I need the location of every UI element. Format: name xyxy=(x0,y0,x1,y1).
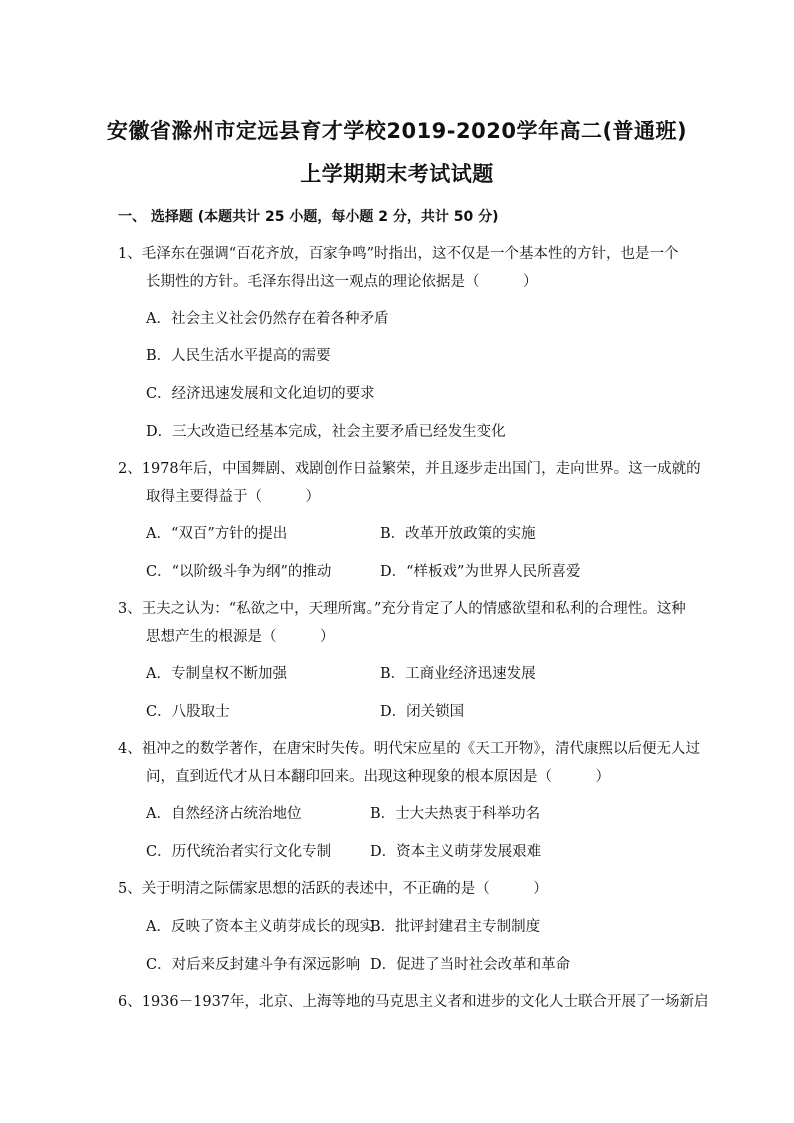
question-1-line2: 长期性的方针。毛泽东得出这一观点的理论依据是（ ） xyxy=(146,274,538,290)
question-2-line1: 2、1978年后，中国舞剧、戏剧创作日益繁荣，并且逐步走出国门，走向世界。这一成就的 xyxy=(118,461,701,477)
question-1-option-c: C．经济迅速发展和文化迫切的要求 xyxy=(146,386,375,402)
question-4-line1: 4、祖冲之的数学著作，在唐宋时失传。明代宋应星的《天工开物》，清代康熙以后便无人过 xyxy=(118,741,700,757)
document-title-line1: 安徽省滁州市定远县育才学校2019-2020学年高二(普通班) xyxy=(106,119,688,143)
question-5-option-a: A．反映了资本主义萌芽成长的现实 xyxy=(146,919,374,935)
question-3-option-a: A．专制皇权不断加强 xyxy=(146,666,287,682)
question-2-option-a: A．“双百”方针的提出 xyxy=(146,526,288,542)
question-5-option-b: B．批评封建君主专制制度 xyxy=(370,919,541,935)
question-4-line2: 问，直到近代才从日本翻印回来。出现这种现象的根本原因是（ ） xyxy=(146,769,610,785)
question-4-option-d: D．资本主义萌芽发展艰难 xyxy=(370,844,542,860)
section-heading: 一、 选择题 (本题共计 25 小题，每小题 2 分，共计 50 分) xyxy=(118,209,499,225)
question-3-option-d: D．闭关锁国 xyxy=(380,704,465,720)
question-1-option-b: B．人民生活水平提高的需要 xyxy=(146,348,331,364)
question-2-option-c: C．“以阶级斗争为纲”的推动 xyxy=(146,564,332,580)
question-6-line1: 6、1936－1937年，北京、上海等地的马克思主义者和进步的文化人士联合开展了一场新启 xyxy=(118,994,709,1010)
question-2-option-b: B．改革开放政策的实施 xyxy=(380,526,536,542)
question-1-option-a: A．社会主义社会仍然存在着各种矛盾 xyxy=(146,311,389,327)
question-4-option-c: C．历代统治者实行文化专制 xyxy=(146,844,332,860)
question-5-option-d: D．促进了当时社会改革和革命 xyxy=(370,957,571,973)
question-1-option-d: D．三大改造已经基本完成，社会主要矛盾已经发生变化 xyxy=(146,424,506,440)
question-3-line2: 思想产生的根源是（ ） xyxy=(146,629,335,645)
question-3-option-b: B．工商业经济迅速发展 xyxy=(380,666,536,682)
question-5-option-c: C．对后来反封建斗争有深远影响 xyxy=(146,957,361,973)
question-4-option-a: A．自然经济占统治地位 xyxy=(146,806,302,822)
question-1-line1: 1、毛泽东在强调“百花齐放，百家争鸣”时指出，这不仅是一个基本性的方针，也是一个 xyxy=(118,246,679,262)
question-2-option-d: D．“样板戏”为世界人民所喜爱 xyxy=(380,564,581,580)
question-2-line2: 取得主要得益于（ ） xyxy=(146,489,320,505)
question-5-line1: 5、关于明清之际儒家思想的活跃的表述中，不正确的是（ ） xyxy=(118,881,548,897)
question-3-option-c: C．八股取士 xyxy=(146,704,230,720)
question-4-option-b: B．士大夫热衷于科举功名 xyxy=(370,806,541,822)
document-title-line2: 上学期期末考试试题 xyxy=(300,162,494,186)
question-3-line1: 3、王夫之认为：“私欲之中，天理所寓。”充分肯定了人的情感欲望和私利的合理性。这种 xyxy=(118,601,686,617)
